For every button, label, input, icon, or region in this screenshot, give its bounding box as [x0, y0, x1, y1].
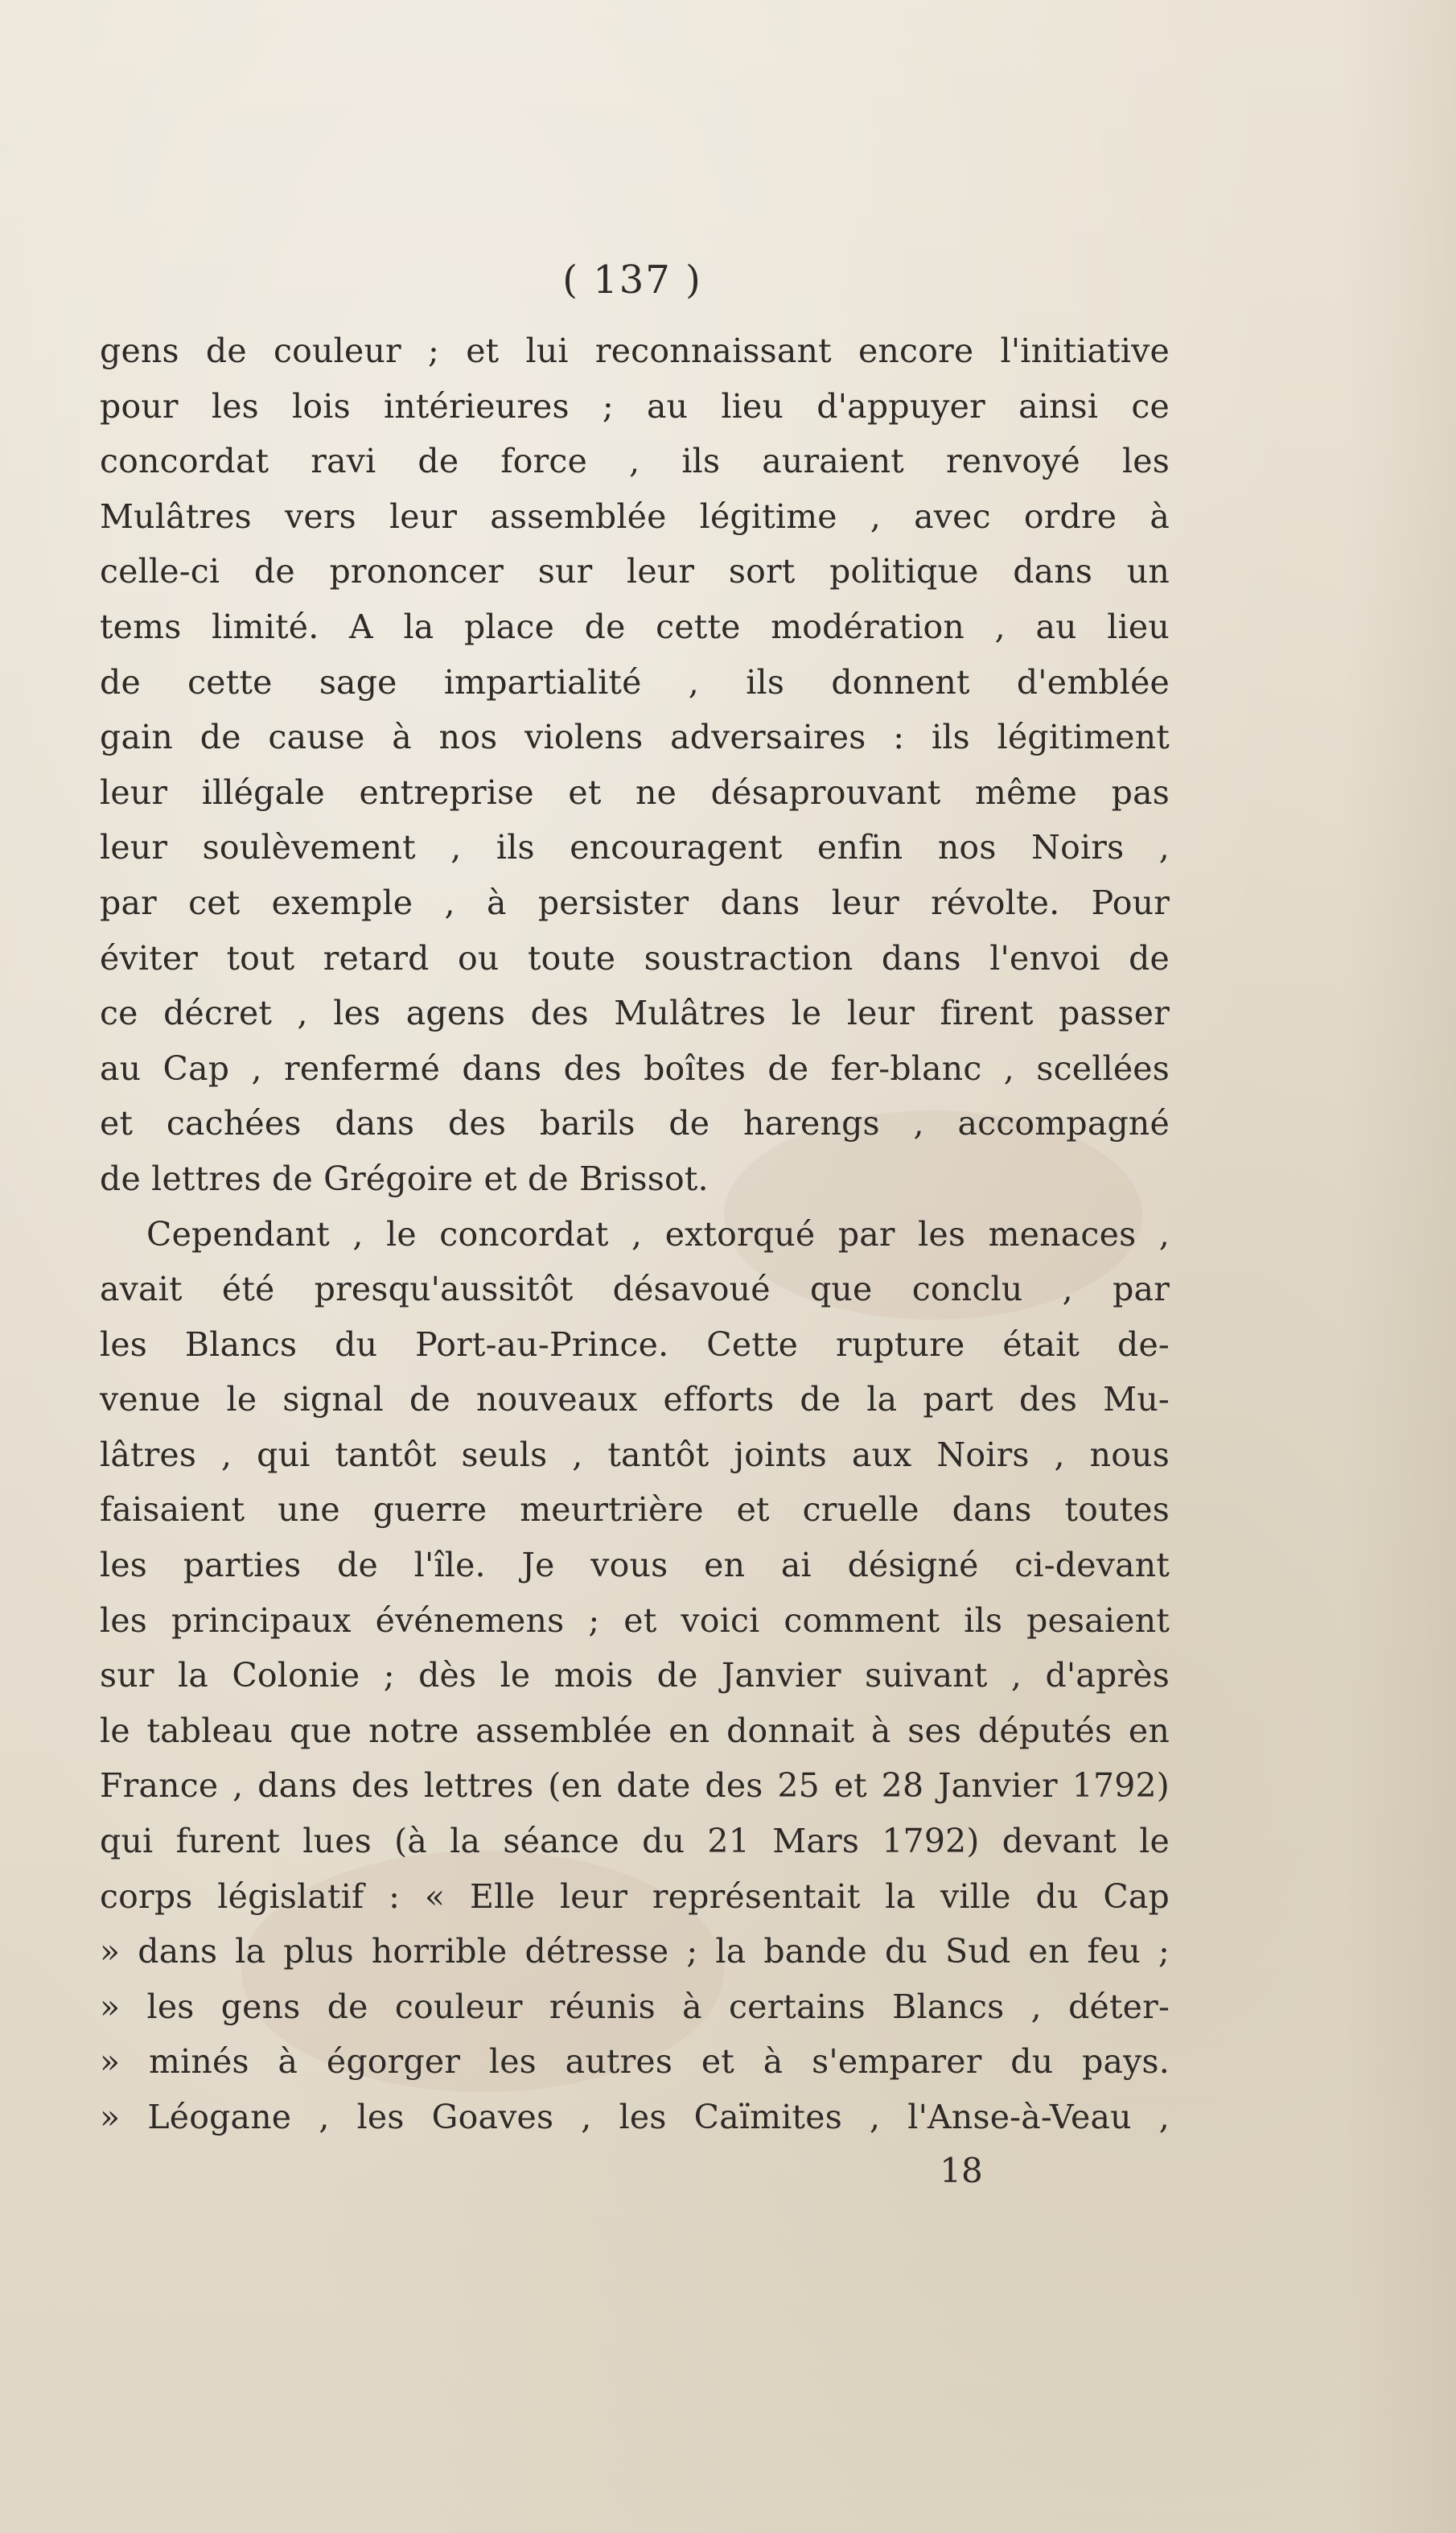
text-line: par cet exemple , à persister dans leur révolte. Pour: [100, 883, 1170, 922]
text-line: Mulâtres vers leur assemblée légitime , avec ordre à: [100, 496, 1170, 536]
text-line: et cachées dans des barils de harengs , accompagné: [100, 1104, 1170, 1143]
text-line: gain de cause à nos violens adversaires : ils légitiment: [100, 718, 1170, 757]
text-line: les Blancs du Port-au-Prince. Cette rupture était de-: [100, 1324, 1170, 1364]
text-line: venue le signal de nouveaux efforts de la part des Mu-: [100, 1380, 1170, 1419]
page-number: ( 137 ): [562, 257, 702, 303]
quote-line: » les gens de couleur réunis à certains Blancs , déter-: [100, 1987, 1170, 2026]
paragraph-start-line: Cependant , le concordat , extorqué par les menaces ,: [146, 1214, 1170, 1254]
signature-mark: 18: [940, 2151, 983, 2190]
text-line: France , dans des lettres (en date des 25 et 28 Janvier 1792): [100, 1766, 1170, 1806]
text-line: ce décret , les agens des Mulâtres le leur firent passer: [100, 994, 1170, 1033]
text-line: sur la Colonie ; dès le mois de Janvier suivant , d'après: [100, 1656, 1170, 1695]
page-fold-shadow: [1343, 0, 1456, 2533]
text-line: faisaient une guerre meurtrière et cruelle dans toutes: [100, 1490, 1170, 1530]
text-line: celle-ci de prononcer sur leur sort politique dans un: [100, 552, 1170, 591]
quote-line: » minés à égorger les autres et à s'emparer du pays.: [100, 2042, 1170, 2082]
body-text: [100, 323, 1170, 2145]
text-line: les principaux événemens ; et voici comment ils pesaient: [100, 1600, 1170, 1640]
text-line: de lettres de Grégoire et de Brissot.: [100, 1159, 709, 1198]
quote-line: » dans la plus horrible détresse ; la bande du Sud en feu ;: [100, 1932, 1170, 1971]
text-line: pour les lois intérieures ; au lieu d'appuyer ainsi ce: [100, 386, 1170, 426]
quote-line: » Léogane , les Goaves , les Caïmites , l'Anse-à-Veau ,: [100, 2098, 1170, 2136]
text-line: concordat ravi de force , ils auraient renvoyé les: [100, 442, 1170, 481]
text-line: lâtres , qui tantôt seuls , tantôt joints aux Noirs , nous: [100, 1435, 1170, 1474]
text-line: leur soulèvement , ils encouragent enfin nos Noirs ,: [100, 828, 1170, 867]
text-line: les parties de l'île. Je vous en ai désigné ci-devant: [100, 1546, 1170, 1585]
text-line: qui furent lues (à la séance du 21 Mars 1792) devant le: [100, 1822, 1170, 1861]
text-line: tems limité. A la place de cette modération , au lieu: [100, 607, 1170, 646]
text-line: éviter tout retard ou toute soustraction dans l'envoi de: [100, 938, 1170, 978]
text-line: le tableau que notre assemblée en donnait à ses députés en: [100, 1711, 1170, 1750]
text-line: avait été presqu'aussitôt désavoué que conclu , par: [100, 1270, 1170, 1309]
text-line: gens de couleur ; et lui reconnaissant encore l'initiative: [100, 332, 1170, 370]
text-line: de cette sage impartialité , ils donnent d'emblée: [100, 662, 1170, 702]
text-line: leur illégale entreprise et ne désaprouvant même pas: [100, 772, 1170, 812]
text-line: au Cap , renfermé dans des boîtes de fer-blanc , scellées: [100, 1048, 1170, 1088]
text-line: corps législatif : « Elle leur représentait la ville du Cap: [100, 1876, 1170, 1916]
